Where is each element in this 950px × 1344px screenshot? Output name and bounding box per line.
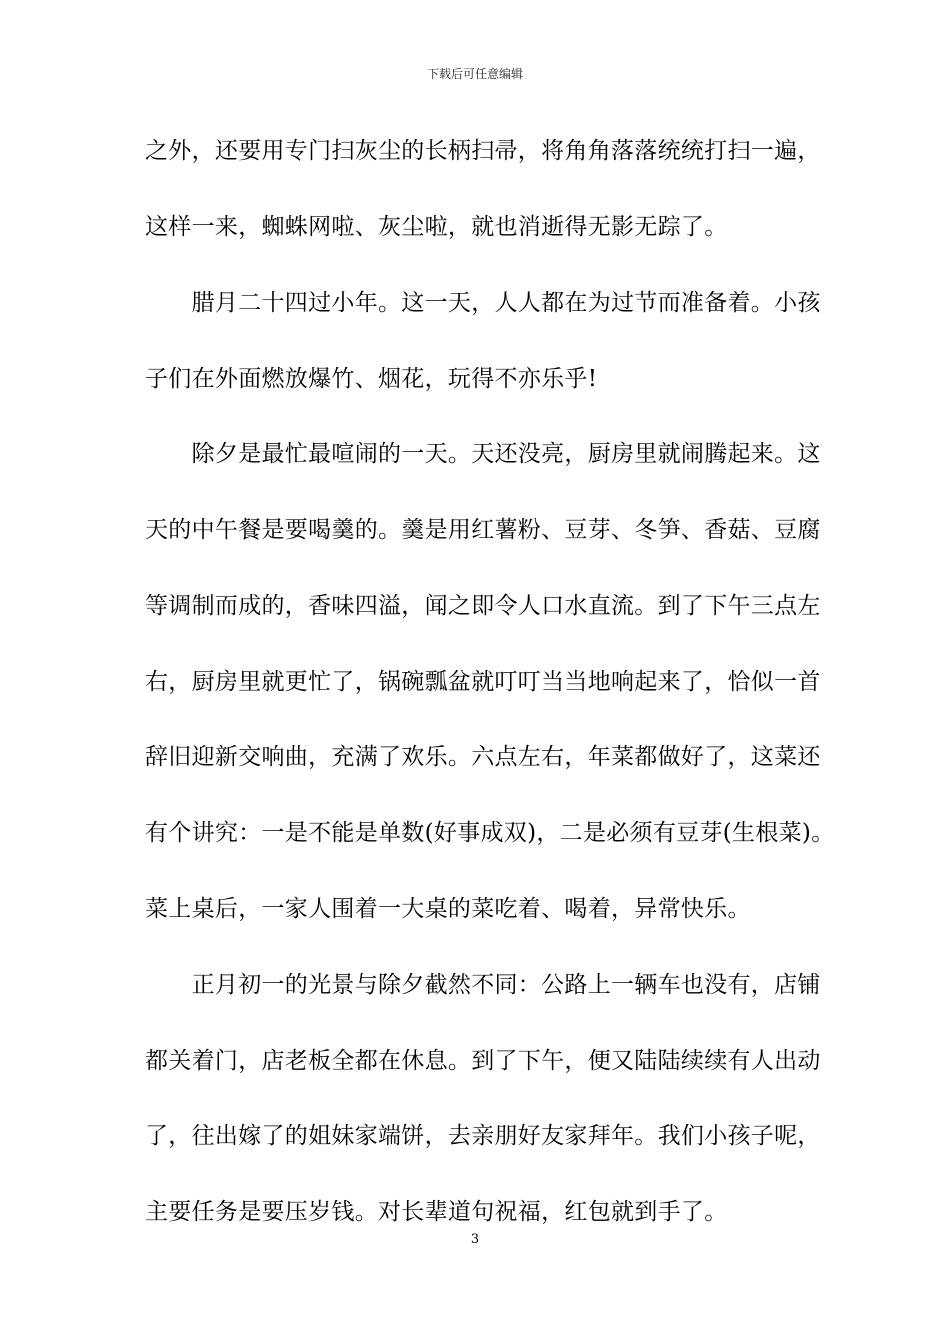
body-line: 子们在外面燃放爆竹、烟花，玩得不亦乐乎! [145, 366, 598, 392]
body-line: 了，往出嫁了的姐妹家端饼，去亲朋好友家拜年。我们小孩子呢， [145, 1123, 821, 1149]
body-line: 主要任务是要压岁钱。对长辈道句祝福，红包就到手了。 [145, 1199, 728, 1225]
paragraph-start-line: 腊月二十四过小年。这一天，人人都在为过节而准备着。小孩 [145, 290, 821, 316]
body-line: 都关着门，店老板全都在休息。到了下午，便又陆陆续续有人出动 [145, 1048, 821, 1074]
paragraph-start-line: 除夕是最忙最喧闹的一天。天还没亮，厨房里就闹腾起来。这 [145, 441, 821, 467]
page-header: 下载后可任意编辑 [426, 67, 523, 81]
body-line: 之外，还要用专门扫灰尘的长柄扫帚，将角角落落统统打扫一遍， [145, 138, 821, 164]
body-line: 有个讲究：一是不能是单数(好事成双)，二是必须有豆芽(生根菜)。 [145, 820, 835, 846]
body-line: 等调制而成的，香味四溢，闻之即令人口水直流。到了下午三点左 [145, 593, 821, 619]
page-number: 3 [470, 1232, 480, 1247]
paragraph-start-line: 正月初一的光景与除夕截然不同：公路上一辆车也没有，店铺 [145, 972, 821, 998]
body-line: 天的中午餐是要喝羹的。羹是用红薯粉、豆芽、冬笋、香菇、豆腐 [145, 517, 821, 543]
body-line: 菜上桌后，一家人围着一大桌的菜吃着、喝着，异常快乐。 [145, 896, 751, 922]
body-line: 右，厨房里就更忙了，锅碗瓢盆就叮叮当当地响起来了，恰似一首 [145, 669, 821, 695]
body-line: 辞旧迎新交响曲，充满了欢乐。六点左右，年菜都做好了，这菜还 [145, 744, 821, 770]
body-line: 这样一来，蜘蛛网啦、灰尘啦，就也消逝得无影无踪了。 [145, 214, 728, 240]
